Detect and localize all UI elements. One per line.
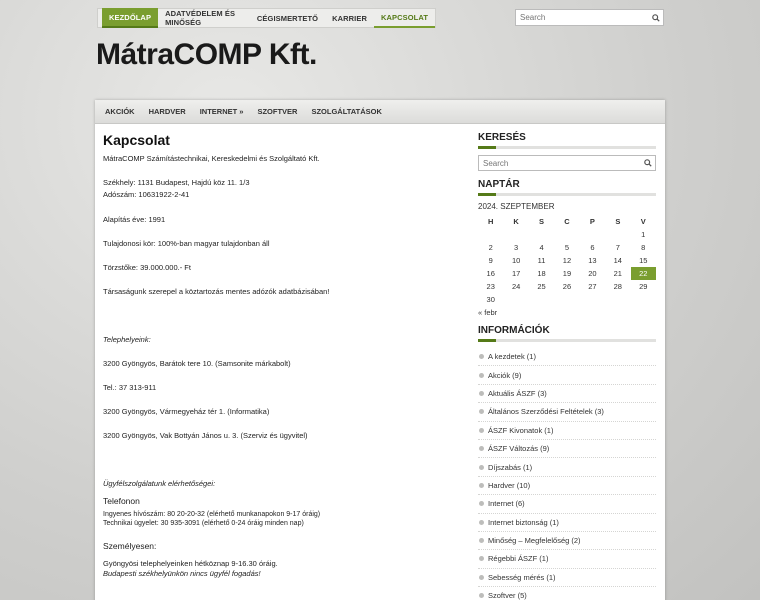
- info-list-item-label: Díjszabás (1): [488, 462, 533, 472]
- personal-heading: Személyesen:: [103, 541, 157, 551]
- site-title[interactable]: MátraCOMP Kft.: [96, 38, 317, 71]
- calendar-day: 19: [562, 269, 572, 278]
- calendar-weekday: S: [615, 217, 621, 226]
- info-category-list: [478, 348, 656, 600]
- calendar-empty-cell: [554, 293, 579, 306]
- sidebar-search-input[interactable]: [479, 156, 641, 170]
- bullet-icon: [479, 354, 484, 359]
- calendar-day: 28: [613, 282, 622, 291]
- calendar-empty-cell: [529, 228, 554, 241]
- calendar-day: 13: [588, 256, 597, 265]
- calendar-day: 9: [488, 256, 493, 265]
- calendar-caption: 2024. SZEPTEMBER: [478, 202, 555, 211]
- calendar-empty-cell: [631, 293, 656, 306]
- calendar-day: 30: [486, 295, 495, 304]
- catnav-item-akciok[interactable]: AKCIÓK: [105, 107, 135, 116]
- bullet-icon: [479, 373, 484, 378]
- search-icon[interactable]: [641, 156, 655, 170]
- calendar-day: 23: [486, 282, 495, 291]
- calendar-day: 5: [564, 243, 570, 252]
- info-list-item[interactable]: [478, 550, 656, 568]
- calendar-day: 29: [639, 282, 648, 291]
- calendar-weekday: K: [513, 217, 519, 226]
- topnav-item-karrier[interactable]: KARRIER: [332, 13, 367, 23]
- bullet-icon: [479, 483, 484, 488]
- bullet-icon: [479, 575, 484, 580]
- bullet-icon: [479, 391, 484, 396]
- personal-note: Budapesti székhelyünkön nincs ügyfél fogadás!: [103, 569, 261, 578]
- info-list-item[interactable]: [478, 495, 656, 513]
- calendar-weekday: H: [488, 217, 494, 226]
- company-listing: Társaságunk szerepel a köztartozás mentes adózók adatbázisában!: [103, 287, 330, 296]
- category-navigation: [95, 100, 665, 124]
- calendar-day: 2: [488, 243, 493, 252]
- bullet-icon: [479, 446, 484, 451]
- calendar-body: [478, 228, 656, 306]
- info-list-item-label: Hardver (10): [488, 480, 531, 490]
- calendar-empty-cell: [580, 228, 605, 241]
- calendar-week-row: [478, 241, 656, 254]
- info-list-item[interactable]: [478, 587, 656, 600]
- topnav-item-cegismerteto[interactable]: CÉGISMERTETŐ: [256, 13, 319, 23]
- company-founded: Alapítás éve: 1991: [103, 215, 166, 224]
- calendar-day: 14: [613, 256, 622, 265]
- bullet-icon: [479, 593, 484, 598]
- calendar-day: 25: [537, 282, 546, 291]
- info-list-item[interactable]: [478, 348, 656, 366]
- telefon-heading: Telefonon: [103, 496, 140, 506]
- sites-heading: Telephelyeink:: [103, 335, 151, 344]
- info-list-item[interactable]: [478, 514, 656, 532]
- phone-number: Tel.: 37 313-911: [103, 383, 157, 392]
- info-widget-title: INFORMÁCIÓK: [478, 325, 550, 336]
- calendar-table: [478, 215, 656, 306]
- site-address-1: 3200 Gyöngyös, Barátok tere 10. (Samsonite márkabolt): [103, 359, 291, 368]
- content-container: [95, 100, 665, 600]
- info-list-item-label: Internet (6): [488, 499, 525, 509]
- calendar-day: 27: [588, 282, 597, 291]
- bullet-icon: [479, 556, 484, 561]
- topnav-item-adatvedelem[interactable]: ADATVÉDELEM ÉS MINŐSÉG: [165, 9, 236, 27]
- site-address-3: 3200 Gyöngyös, Vak Bottyán János u. 3. (Szerviz és ügyvitel): [103, 431, 308, 440]
- calendar-day: 1: [641, 230, 646, 239]
- calendar-empty-cell: [580, 293, 605, 306]
- calendar-empty-cell: [503, 293, 528, 306]
- info-list-item-label: Sebesség mérés (1): [488, 572, 556, 582]
- sidebar: [478, 132, 656, 600]
- search-widget-title: KERESÉS: [478, 132, 526, 143]
- info-list-item[interactable]: [478, 458, 656, 476]
- info-list-item[interactable]: [478, 440, 656, 458]
- company-capital: Törzstőke: 39.000.000.- Ft: [103, 263, 191, 272]
- calendar-day: 7: [615, 243, 620, 252]
- calendar-week-row: [478, 280, 656, 293]
- calendar-day: 22: [631, 267, 656, 280]
- info-list-item-label: Általános Szerződési Feltételek (3): [488, 407, 604, 417]
- calendar-prev-link[interactable]: « febr: [478, 308, 498, 317]
- calendar-week-row: [478, 267, 656, 280]
- search-icon[interactable]: [649, 10, 663, 25]
- bullet-icon: [479, 538, 484, 543]
- calendar-week-row: [478, 228, 656, 241]
- calendar-day: 21: [613, 269, 622, 278]
- calendar-day: 3: [514, 243, 519, 252]
- widget-title-bar: [478, 339, 656, 342]
- calendar-weekday: S: [539, 217, 545, 226]
- sidebar-search-box: [478, 155, 656, 171]
- info-list-item-label: ÁSZF Változás (9): [488, 444, 550, 454]
- top-search-box: [515, 9, 664, 26]
- topnav-item-kezdolap[interactable]: KEZDŐLAP: [102, 8, 158, 28]
- info-list-item[interactable]: [478, 403, 656, 421]
- bullet-icon: [479, 520, 484, 525]
- company-seat: Székhely: 1131 Budapest, Hajdú köz 11. 1/3: [103, 178, 250, 187]
- info-list-item[interactable]: [478, 477, 656, 495]
- catnav-item-hardver[interactable]: HARDVER: [148, 107, 186, 116]
- widget-title-bar: [478, 193, 656, 196]
- calendar-weekday: P: [589, 217, 595, 226]
- calendar-day: 16: [486, 269, 495, 278]
- company-tax: Adószám: 10631922-2-41: [103, 190, 190, 199]
- catnav-item-szolgaltatasok[interactable]: SZOLGÁLTATÁSOK: [311, 107, 382, 116]
- info-list-item[interactable]: [478, 385, 656, 403]
- page-title: Kapcsolat: [103, 132, 170, 148]
- bullet-icon: [479, 428, 484, 433]
- bullet-icon: [479, 501, 484, 506]
- calendar-weekday: C: [564, 217, 570, 226]
- site-address-2: 3200 Gyöngyös, Vármegyeház tér 1. (Informatika): [103, 407, 270, 416]
- top-search-input[interactable]: [516, 10, 649, 25]
- personal-text: Gyöngyösi telephelyeinken hétköznap 9-16.30 óráig.: [103, 559, 278, 568]
- calendar-day: 8: [641, 243, 646, 252]
- catnav-item-internet[interactable]: INTERNET »: [199, 107, 244, 116]
- main-content: [103, 132, 453, 579]
- info-list-item[interactable]: [478, 366, 656, 384]
- calendar-empty-cell: [605, 228, 630, 241]
- calendar-day: 26: [562, 282, 572, 291]
- top-navigation: [97, 8, 436, 28]
- calendar-day: 15: [639, 256, 648, 265]
- calendar-week-row: [478, 293, 656, 306]
- calendar-empty-cell: [503, 228, 528, 241]
- calendar-weekday: V: [640, 217, 646, 226]
- company-name: MátraCOMP Számítástechnikai, Kereskedelmi és Szolgáltató Kft.: [103, 154, 320, 163]
- calendar-day: 10: [511, 256, 521, 265]
- widget-title-bar: [478, 146, 656, 149]
- info-list-item-label: ÁSZF Kivonatok (1): [488, 425, 554, 435]
- calendar-day: 6: [590, 243, 595, 252]
- hotline-text: Ingyenes hívószám: 80 20-20-32 (elérhető munkanapokon 9-17 óráig): [103, 511, 321, 518]
- company-ownership: Tulajdonosi kör: 100%-ban magyar tulajdonban áll: [103, 239, 270, 248]
- calendar-widget-title: NAPTÁR: [478, 179, 520, 190]
- calendar-day: 17: [511, 269, 521, 278]
- bullet-icon: [479, 409, 484, 414]
- info-list-item-label: Régebbi ÁSZF (1): [488, 554, 549, 564]
- calendar-day: 18: [537, 269, 546, 278]
- info-list-item-label: Minőség – Megfelelőség (2): [488, 536, 581, 546]
- spacer: [103, 164, 453, 178]
- calendar-day: 12: [562, 256, 572, 265]
- info-list-item[interactable]: [478, 422, 656, 440]
- calendar-week-row: [478, 254, 656, 267]
- catnav-item-szoftver[interactable]: SZOFTVER: [257, 107, 298, 116]
- tech-support-text: Technikai ügyelet: 30 935-3091 (elérhető 0-24 óráig minden nap): [103, 520, 304, 527]
- calendar-empty-cell: [529, 293, 554, 306]
- calendar-day: 20: [588, 269, 597, 278]
- info-list-item-label: Szoftver (5): [488, 591, 527, 600]
- support-heading: Ügyfélszolgálatunk elérhetőségei:: [103, 479, 216, 488]
- calendar-empty-cell: [554, 228, 579, 241]
- calendar-empty-cell: [478, 228, 503, 241]
- calendar-empty-cell: [605, 293, 630, 306]
- info-list-item[interactable]: [478, 532, 656, 550]
- bullet-icon: [479, 465, 484, 470]
- info-list-item-label: Akciók (9): [488, 370, 522, 380]
- calendar-day: 11: [537, 256, 546, 265]
- info-list-item-label: Aktuális ÁSZF (3): [488, 388, 547, 398]
- info-list-item-label: Internet biztonság (1): [488, 517, 559, 527]
- calendar-day: 4: [539, 243, 544, 252]
- calendar-day: 24: [511, 282, 521, 291]
- topnav-item-kapcsolat[interactable]: KAPCSOLAT: [374, 8, 435, 28]
- info-list-item-label: A kezdetek (1): [488, 352, 536, 362]
- info-list-item[interactable]: [478, 569, 656, 587]
